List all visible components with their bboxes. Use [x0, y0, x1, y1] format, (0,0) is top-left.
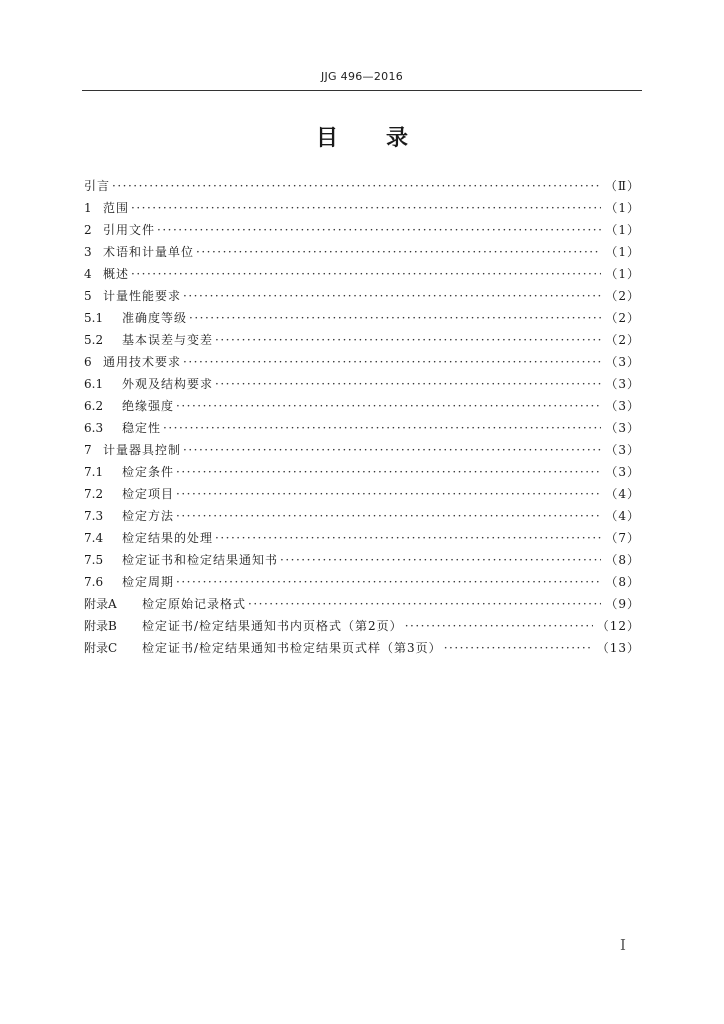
toc-number: 附录C	[84, 641, 118, 655]
toc-number: 7.4	[84, 531, 104, 545]
toc-number: 6	[84, 355, 92, 369]
toc-label: 检定原始记录格式	[142, 597, 247, 611]
toc-page: （3）	[605, 421, 640, 435]
toc-page: （2）	[605, 333, 640, 347]
toc-number: 5.2	[84, 333, 104, 347]
toc-number: 附录B	[84, 619, 117, 633]
toc-number: 6.3	[84, 421, 104, 435]
toc-label: 基本误差与变差	[122, 333, 214, 347]
dot-leader	[176, 395, 601, 417]
title-char-2: 录	[386, 126, 409, 151]
dot-leader	[176, 505, 601, 527]
toc-label: 概述	[103, 267, 130, 281]
toc-entry-4[interactable]	[84, 263, 640, 285]
toc-entry-7-5[interactable]	[84, 549, 640, 571]
toc-number: 附录A	[84, 597, 117, 611]
toc-entry-7-3[interactable]	[84, 505, 640, 527]
dot-leader	[157, 219, 601, 241]
dot-leader	[176, 571, 601, 593]
toc-number: 2	[84, 223, 92, 237]
toc-label: 检定证书/检定结果通知书检定结果页式样（第3页）	[142, 641, 442, 655]
header-divider	[82, 90, 642, 91]
toc-page: （2）	[605, 289, 640, 303]
dot-leader	[183, 285, 601, 307]
toc-label: 检定方法	[122, 509, 175, 523]
toc-page: （1）	[605, 223, 640, 237]
dot-leader	[280, 549, 601, 571]
toc-entry-2[interactable]	[84, 219, 640, 241]
dot-leader	[131, 263, 601, 285]
toc-entry-6-2[interactable]	[84, 395, 640, 417]
toc-number: 7.5	[84, 553, 104, 567]
dot-leader	[176, 483, 601, 505]
toc-page: （3）	[605, 355, 640, 369]
toc-label: 引言	[84, 179, 111, 193]
toc-number: 3	[84, 245, 92, 259]
toc-entry-6[interactable]	[84, 351, 640, 373]
toc-number: 4	[84, 267, 92, 281]
dot-leader	[131, 197, 601, 219]
toc-page: （8）	[605, 553, 640, 567]
toc-page: （3）	[605, 399, 640, 413]
dot-leader	[176, 461, 601, 483]
table-of-contents	[84, 175, 640, 659]
toc-label: 稳定性	[122, 421, 162, 435]
toc-page: （13）	[596, 641, 640, 655]
toc-entry-6-1[interactable]	[84, 373, 640, 395]
dot-leader	[444, 637, 593, 659]
toc-page: （1）	[605, 267, 640, 281]
dot-leader	[112, 175, 601, 197]
toc-label: 外观及结构要求	[122, 377, 214, 391]
toc-page: （7）	[605, 531, 640, 545]
dot-leader	[163, 417, 601, 439]
toc-page: （12）	[596, 619, 640, 633]
toc-number: 7.1	[84, 465, 104, 479]
toc-label: 检定周期	[122, 575, 175, 589]
toc-number: 5	[84, 289, 92, 303]
dot-leader	[196, 241, 601, 263]
toc-page: （3）	[605, 443, 640, 457]
toc-page: （4）	[605, 509, 640, 523]
toc-entry-appendix-c[interactable]	[84, 637, 640, 659]
page-title	[82, 121, 642, 152]
toc-entry-5[interactable]	[84, 285, 640, 307]
toc-label: 检定结果的处理	[122, 531, 214, 545]
toc-number: 6.1	[84, 377, 104, 391]
toc-label: 检定证书/检定结果通知书内页格式（第2页）	[142, 619, 403, 633]
toc-label: 检定项目	[122, 487, 175, 501]
toc-label: 检定条件	[122, 465, 175, 479]
running-header: JJG 496—2016	[320, 70, 404, 83]
toc-label: 通用技术要求	[103, 355, 182, 369]
toc-page: （9）	[605, 597, 640, 611]
toc-entry-1[interactable]	[84, 197, 640, 219]
toc-label: 范围	[103, 201, 130, 215]
toc-entry-7-6[interactable]	[84, 571, 640, 593]
toc-entry-intro[interactable]	[84, 175, 640, 197]
toc-page: （3）	[605, 377, 640, 391]
dot-leader	[189, 307, 601, 329]
toc-entry-7-4[interactable]	[84, 527, 640, 549]
toc-number: 7.6	[84, 575, 104, 589]
toc-number: 1	[84, 201, 92, 215]
toc-label: 绝缘强度	[122, 399, 175, 413]
toc-entry-appendix-b[interactable]	[84, 615, 640, 637]
toc-page: （8）	[605, 575, 640, 589]
toc-label: 引用文件	[103, 223, 156, 237]
dot-leader	[215, 329, 601, 351]
dot-leader	[215, 373, 601, 395]
toc-number: 6.2	[84, 399, 104, 413]
toc-entry-7-1[interactable]	[84, 461, 640, 483]
toc-number: 7.2	[84, 487, 104, 501]
toc-number: 7.3	[84, 509, 104, 523]
toc-page: （2）	[605, 311, 640, 325]
toc-label: 检定证书和检定结果通知书	[122, 553, 279, 567]
title-char-1: 目	[315, 126, 338, 151]
dot-leader	[248, 593, 601, 615]
dot-leader	[405, 615, 593, 637]
page-number: Ⅰ	[620, 936, 626, 954]
toc-page: （3）	[605, 465, 640, 479]
toc-entry-7-2[interactable]	[84, 483, 640, 505]
toc-label: 准确度等级	[122, 311, 188, 325]
toc-label: 计量器具控制	[103, 443, 182, 457]
toc-label: 术语和计量单位	[103, 245, 195, 259]
toc-label: 计量性能要求	[103, 289, 182, 303]
toc-entry-5-1[interactable]	[84, 307, 640, 329]
toc-entry-7[interactable]	[84, 439, 640, 461]
toc-number: 7	[84, 443, 92, 457]
dot-leader	[183, 351, 601, 373]
toc-entry-5-2[interactable]	[84, 329, 640, 351]
dot-leader	[215, 527, 601, 549]
toc-number: 5.1	[84, 311, 104, 325]
toc-page: （1）	[605, 245, 640, 259]
toc-entry-6-3[interactable]	[84, 417, 640, 439]
toc-page: （Ⅱ）	[604, 179, 640, 193]
dot-leader	[183, 439, 601, 461]
toc-page: （4）	[605, 487, 640, 501]
toc-entry-appendix-a[interactable]	[84, 593, 640, 615]
toc-page: （1）	[605, 201, 640, 215]
toc-entry-3[interactable]	[84, 241, 640, 263]
